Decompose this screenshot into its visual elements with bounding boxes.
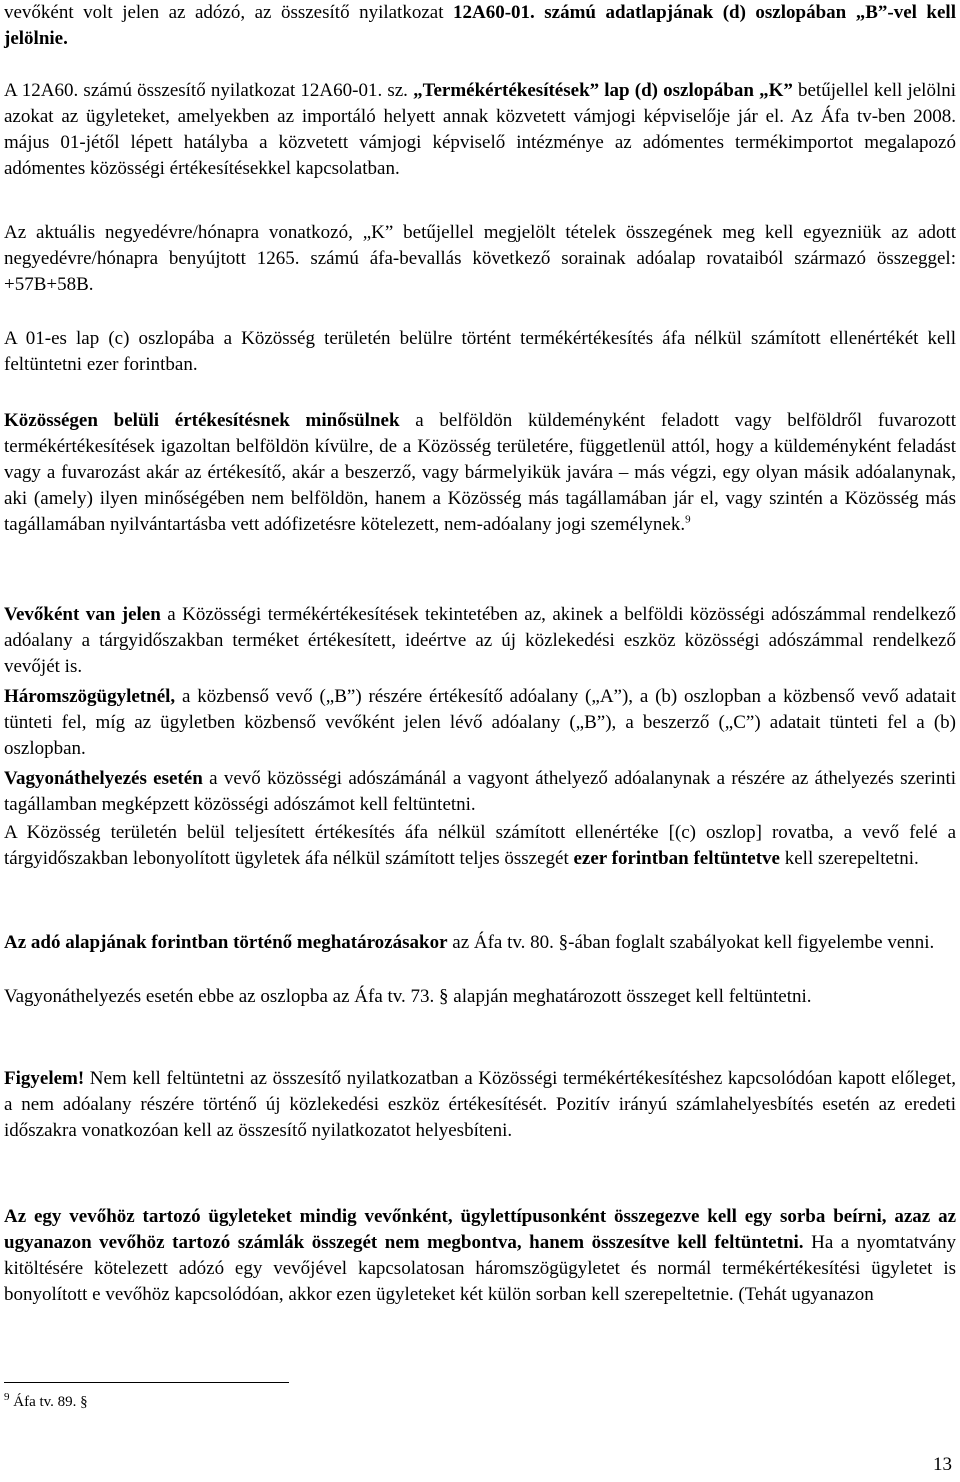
paragraph-2 xyxy=(4,78,956,182)
bold-text-run: „Termékértékesítések” lap (d) oszlopában „K” xyxy=(413,80,793,101)
bold-text-run: Az egy vevőhöz tartozó ügyleteket mindig vevőnként, ügylettípusonként összegezve kell egy sorba beírni, azaz az ugyanazon vevőhöz tartozó számlák összegét nem megbontva, hanem összesítve kell feltüntetni. xyxy=(4,1206,956,1253)
paragraph-3 xyxy=(4,220,956,298)
bold-text-run: ezer forintban feltüntetve xyxy=(573,848,780,869)
text-run: Vagyonáthelyezés esetén ebbe az oszlopba az Áfa tv. 73. § alapján meghatározott összeget kell feltüntetni. xyxy=(4,986,812,1007)
paragraph-10 xyxy=(4,930,956,956)
footnote-divider xyxy=(4,1382,289,1383)
bold-text-run: Vevőként van jelen xyxy=(4,604,161,625)
text-run: Az aktuális negyedévre/hónapra vonatkozó, „K” betűjellel megjelölt tételek összegének meg kell egyezniük az adott negyedévre/hónapra benyújtott 1265. számú áfa-bevallás következő sorainak adóalap rovataiból származó összeggel: +57B+58B. xyxy=(4,222,956,295)
text-run: az Áfa tv. 80. §-ában foglalt szabályokat kell figyelembe venni. xyxy=(447,932,935,953)
text-run: a közbenső vevő („B”) részére értékesítő adóalany („A”), a (b) oszlopban a közbenső vevő adatait tünteti fel, míg az ügyletben közbenső vevőként jelen lévő adóalany („B”), a beszerző („C”) adatait tünteti fel a (b) oszlopban. xyxy=(4,686,956,759)
footnote-number: 9 xyxy=(4,1391,10,1403)
paragraph-5 xyxy=(4,408,956,538)
page-number: 13 xyxy=(933,1454,952,1475)
text-run: kell szerepeltetni. xyxy=(779,848,919,869)
footnote xyxy=(4,1392,88,1412)
text-run: vevőként volt jelen az adózó, az összesítő nyilatkozat xyxy=(4,2,453,23)
paragraph-11 xyxy=(4,984,956,1010)
paragraph-7 xyxy=(4,684,956,762)
paragraph-6 xyxy=(4,602,956,680)
bold-text-run: Háromszögügyletnél, xyxy=(4,686,176,707)
paragraph-1 xyxy=(4,0,956,52)
footnote-text: Áfa tv. 89. § xyxy=(9,1394,88,1410)
paragraph-8 xyxy=(4,766,956,818)
paragraph-4 xyxy=(4,326,956,378)
paragraph-13 xyxy=(4,1204,956,1308)
text-run: Ha a nyomtatvány kitöltésére kötelezett adózó egy vevőjével kapcsolatosan háromszögügyletet és normál termékértékesítési ügyletet is bonyolított e vevőhöz kapcsolódóan, akkor ezen ügyleteket két külön sorban kell szerepeltetnie. (Tehát ugyanazon xyxy=(4,1232,956,1305)
text-run: a vevő közösségi adószámánál a vagyont áthelyező adóalanynak a részére az áthelyezés szerinti tagállamban megképzett közösségi adószámot kell feltüntetni. xyxy=(4,768,957,815)
bold-text-run: Közösségen belüli értékesítésnek minősülnek xyxy=(4,410,400,431)
bold-text-run: Az adó alapjának forintban történő meghatározásakor xyxy=(4,932,448,953)
footnote-reference: 9 xyxy=(685,513,691,526)
bold-text-run: Vagyonáthelyezés esetén xyxy=(4,768,203,789)
text-run: a belföldön küldeményként feladott vagy belföldről fuvarozott termékértékesítések igazoltan belföldön kívülre, de a Közösség területére, függetlenül attól, hogy a küldeményként feladást vagy a fuvarozást akár az értékesítő, akár a beszerző, vagy bármelyikük javára – más végzi, egy olyan másik adóalanynak, aki (amely) ilyen minőségében nem belföldön, hanem a Közösség más tagállamában jár el, vagy szintén a Közösség más tagállamában nyilvántartásba vett adófizetésre kötelezett, nem-adóalany jogi személynek. xyxy=(4,410,956,535)
bold-text-run: 12A60-01. számú adatlapjának (d) oszlopában „B”-vel kell jelölnie. xyxy=(4,2,956,49)
text-run: A Közösség területén belül teljesített értékesítés áfa nélkül számított ellenértéke [(c) oszlop] rovatba, a vevő felé a tárgyidőszakban lebonyolított ügyletek áfa nélkül számított teljes összegét xyxy=(4,822,956,869)
text-run: Nem kell feltüntetni az összesítő nyilatkozatban a Közösségi termékértékesítéshez kapcsolódóan kapott előleget, a nem adóalany részére történő új közlekedési eszköz értékesítését. Pozitív irányú számlahelyesbítés esetén az eredeti időszakra vonatkozóan kell az összesítő nyilatkozatot helyesbíteni. xyxy=(4,1068,956,1141)
text-run: a Közösségi termékértékesítések tekintetében az, akinek a belföldi közösségi adószámmal rendelkező adóalany a tárgyidőszakban terméket értékesített, ideértve az új közlekedési eszköz közösségi adószámmal rendelkező vevőjét is. xyxy=(4,604,956,677)
bold-text-run: Figyelem! xyxy=(4,1068,85,1089)
text-run: A 01-es lap (c) oszlopába a Közösség területén belülre történt termékértékesítés áfa nélkül számított ellenértékét kell feltüntetni ezer forintban. xyxy=(4,328,956,375)
text-run: A 12A60. számú összesítő nyilatkozat 12A60-01. sz. xyxy=(4,80,414,101)
text-run: betűjellel kell jelölni azokat az ügyleteket, amelyekben az importáló helyett annak közvetett vámjogi képviselője jár el. Az Áfa tv-ben 2008. május 01-jétől lépett hatályba a közvetett vámjogi képviselő intézménye az adómentes termékimportot megalapozó adómentes közösségi értékesítésekkel kapcsolatban. xyxy=(4,80,957,179)
paragraph-9 xyxy=(4,820,956,872)
paragraph-12 xyxy=(4,1066,956,1144)
